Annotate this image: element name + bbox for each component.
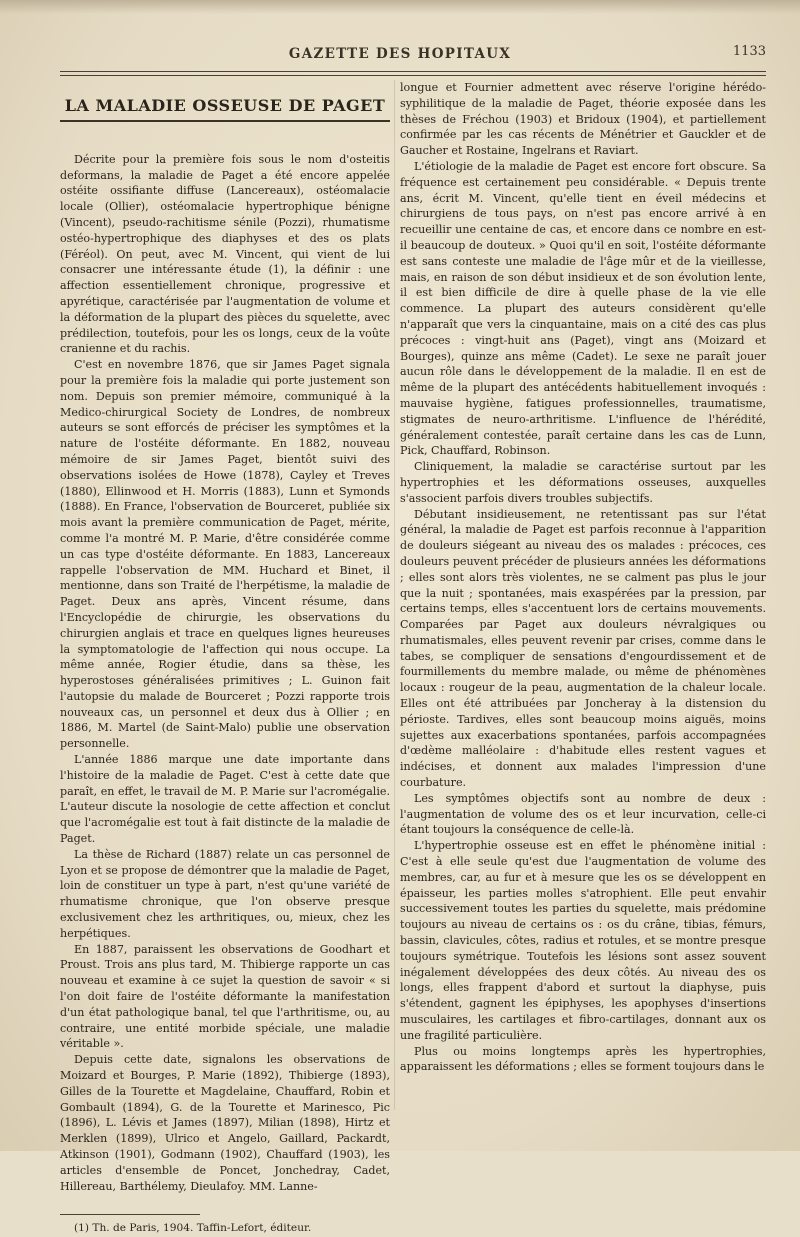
footnote: (1) Th. de Paris, 1904. Taffin-Lefort, éditeur. [74, 1222, 312, 1235]
paragraph: Les symptômes objectifs sont au nombre de deux : l'augmentation de volume des os et leur incurvation, celle-ci étant toujours la conséquence de celle-là. [400, 791, 766, 837]
header-rule-double [60, 75, 766, 76]
paragraph: Débutant insidieusement, ne retentissant pas sur l'état général, la maladie de Paget est parfois reconnue à l'apparition de douleurs siégeant au niveau des os malades : précoces, ces douleurs peuvent précéder de plusieurs années les déformations ; elles sont alors très violentes, ne se calment pas plus le jour que la nuit ; spontanées, mais exaspérées par la pression, par certains temps, elles s'accentuent lors de certains mouvements. Comparées par Paget aux douleurs névralgiques ou rhumatismales, elles peuvent revenir par crises, comme dans le tabes, se compliquer de sensations d'engourdissement et de fourmillements du membre malade, ou même de phénomènes locaux : rougeur de la peau, augmentation de la chaleur locale. Elles ont été attribuées par Joncheray à la distension du périoste. Tardives, elles sont beaucoup moins aiguës, moins sujettes aux exacerbations spontanées, parfois accompagnées d'œdème malléolaire : d'habitude elles restent vagues et indécises, et donnent aux malades l'impression d'une courbature. [400, 507, 766, 790]
column-divider [394, 80, 395, 1110]
paragraph: La thèse de Richard (1887) relate un cas personnel de Lyon et se propose de démontrer que la maladie de Paget, loin de constituer un type à part, n'est qu'une variété de rhumatisme chronique, que l'on observe presque exclusivement chez les arthritiques, ou, mieux, chez les herpétiques. [60, 847, 390, 940]
right-column [400, 80, 766, 1075]
page-edge-shadow [0, 0, 800, 14]
paragraph: L'étiologie de la maladie de Paget est encore fort obscure. Sa fréquence est certainement peu considérable. « Depuis trente ans, écrit M. Vincent, qu'elle tient en éveil médecins et chirurgiens de tous pays, on n'est pas encore arrivé à en recueillir une centaine de cas, et encore dans ce nombre en est-il beaucoup de douteux. » Quoi qu'il en soit, l'ostéite déformante est sans conteste une maladie de l'âge mûr et de la vieillesse, mais, en raison de son début insidieux et de son évolution lente, il est bien difficile de dire à quelle phase de la vie elle commence. La plupart des auteurs considèrent qu'elle n'apparaît que vers la cinquantaine, mais on a cité des cas plus précoces : vingt-huit ans (Paget), vingt ans (Moizard et Bourges), quinze ans même (Cadet). Le sexe ne paraît jouer aucun rôle dans le développement de la maladie. Il en est de même de la plupart des antécédents habituellement invoqués : mauvaise hygiène, fatigues professionnelles, traumatisme, stigmates de neuro-arthritisme. L'influence de l'hérédité, généralement contestée, paraît certaine dans les cas de Lunn, Pick, Chauffard, Robinson. [400, 159, 766, 458]
paragraph: Depuis cette date, signalons les observations de Moizard et Bourges, P. Marie (1892), Thibierge (1893), Gilles de la Tourette et Magdelaine, Chauffard, Robin et Gombault (1894), G. de la Tourette et Marinesco, Pic (1896), L. Lévis et James (1897), Milian (1898), Hirtz et Merklen (1899), Ulrico et Angelo, Gaillard, Packardt, Atkinson (1901), Godmann (1902), Chauffard (1903), les articles d'ensemble de Poncet, Jonchedray, Cadet, Hillereau, Barthélemy, Dieulafoy. MM. Lanne- [60, 1053, 390, 1193]
article-title: LA MALADIE OSSEUSE DE PAGET [60, 98, 390, 122]
journal-title: GAZETTE DES HOPITAUX [288, 46, 512, 62]
title-spacer [60, 128, 390, 152]
left-column [60, 80, 390, 1237]
paragraph: Plus ou moins longtemps après les hypertrophies, apparaissent les déformations ; elles se forment toujours dans le [400, 1044, 766, 1074]
page-number: 1133 [732, 44, 766, 59]
header-rule [60, 71, 766, 72]
paragraph: longue et Fournier admettent avec réserve l'origine hérédo-syphilitique de la maladie de Paget, théorie exposée dans les thèses de Fréchou (1903) et Bridoux (1904), et partiellement confirmée par les cas récents de Ménétrier et Gauckler et de Gaucher et Rostaine, Ingelrans et Raviart. [400, 81, 766, 158]
paragraph: Cliniquement, la maladie se caractérise surtout par les hypertrophies et les déformations osseuses, auxquelles s'associent parfois divers troubles subjectifs. [400, 460, 766, 505]
paragraph: L'hypertrophie osseuse est en effet le phénomène initial : C'est à elle seule qu'est due l'augmentation de volume des membres, car, au fur et à mesure que les os se développent en épaisseur, les parties molles s'atrophient. Elle peut envahir successivement toutes les parties du squelette, mais prédomine toujours au niveau de certains os : os du crâne, tibias, fémurs, bassin, clavicules, côtes, radius et rotules, et se montre presque toujours symétrique. Toutefois les lésions sont assez souvent inégalement développées des deux côtés. Au niveau des os longs, elles frappent d'abord et surtout la diaphyse, puis s'étendent, gagnent les épiphyses, les apophyses d'insertions musculaires, les cartilages et fibro-cartilages, donnant aux os une fragilité particulière. [400, 839, 766, 1042]
footnote-rule [60, 1214, 200, 1215]
paragraph: Décrite pour la première fois sous le nom d'osteitis deformans, la maladie de Paget a été encore appelée ostéite ossifiante diffuse (Lancereaux), ostéomalacie locale (Ollier), ostéomalacie hypertrophique bénigne (Vincent), pseudo-rachitisme sénile (Pozzi), rhumatisme ostéo-hypertrophique des diaphyses et des os plats (Féréol). On peut, avec M. Vincent, qui vient de lui consacrer une intéressante étude (1), la définir : une affection essentiellement chronique, progressive et apyrétique, caractérisée par l'augmentation de volume et la déformation de la plupart des pièces du squelette, avec prédilection, toutefois, pour les os longs, ceux de la voûte cranienne et du rachis. [60, 152, 390, 356]
paragraph: C'est en novembre 1876, que sir James Paget signala pour la première fois la maladie qui porte justement son nom. Depuis son premier mémoire, communiqué à la Medico-chirurgical Society de Londres, de nombreux auteurs se sont efforcés de préciser les symptômes et la nature de l'ostéite déformante. En 1882, nouveau mémoire de sir James Paget, bientôt suivi des observations isolées de Howe (1878), Cayley et Treves (1880), Ellinwood et H. Morris (1883), Lunn et Symonds (1888). En France, l'observation de Bourceret, publiée six mois avant la première communication de Paget, mérite, comme l'a montré M. P. Marie, d'être considérée comme un cas type d'ostéite déformante. En 1883, Lancereaux rappelle l'observation de MM. Huchard et Binet, il mentionne, dans son Traité de l'herpétisme, la maladie de Paget. Deux ans après, Vincent résume, dans l'Encyclopédie de chirurgie, les observations du chirurgien anglais et trace en quelques lignes heureuses la symptomatologie de l'affection qui nous occupe. La même année, Rogier étudie, dans sa thèse, les hyperostoses généralisées primitives ; L. Guinon fait l'autopsie du malade de Bourceret ; Pozzi rapporte trois nouveaux cas, un personnel et deux dus à Ollier ; en 1886, M. Martel (de Saint-Malo) publie une observation personnelle. [60, 358, 390, 751]
paragraph: En 1887, paraissent les observations de Goodhart et Proust. Trois ans plus tard, M. Thibierge rapporte un cas nouveau et examine à ce sujet la question de savoir « si l'on doit faire de l'ostéite déformante la manifestation d'un état pathologique banal, tel que l'arthritisme, ou, au contraire, une entité morbide spéciale, une maladie véritable ». [60, 942, 390, 1051]
paragraph: L'année 1886 marque une date importante dans l'histoire de la maladie de Paget. C'est à cette date que paraît, en effet, le travail de M. P. Marie sur l'acromégalie. L'auteur discute la nosologie de cette affection et conclut que l'acromégalie est tout à fait distincte de la maladie de Paget. [60, 753, 390, 846]
